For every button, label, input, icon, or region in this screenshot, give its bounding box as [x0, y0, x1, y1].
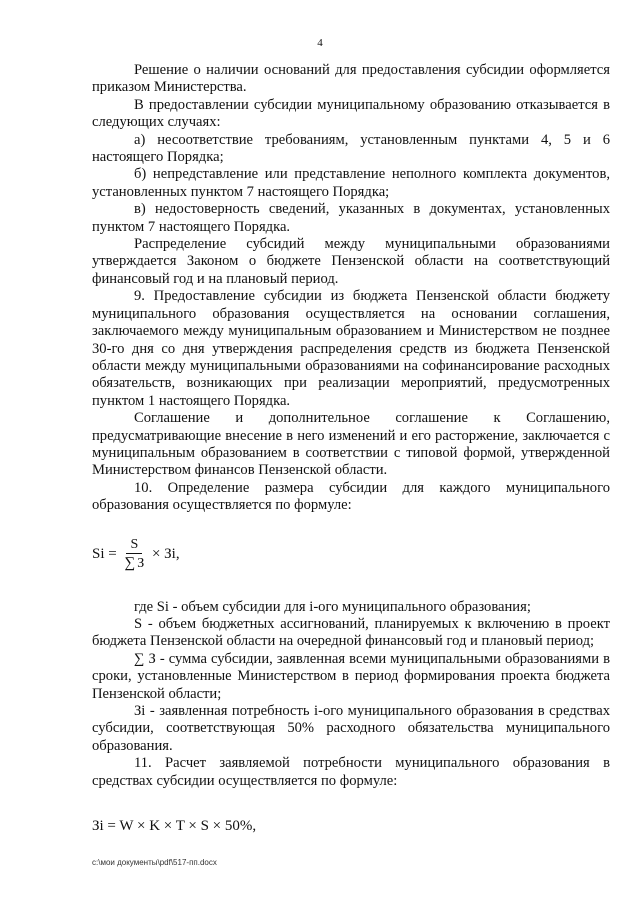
formula-demand	[92, 814, 610, 838]
paragraph-refusal-a: а) несоответствие требованиям, установленным пунктами 4, 5 и 6 настоящего Порядка;	[92, 131, 610, 166]
paragraph-def-sum: ∑ З - сумма субсидии, заявленная всеми муниципальными образованиями в сроки, установленные Министерством в период формирования проекта бюджета Пензенской области;	[92, 650, 610, 702]
formula-lhs: Si =	[92, 545, 121, 562]
paragraph-clause-11: 11. Расчет заявляемой потребности муниципального образования в средствах субсидии осуществляется по формуле:	[92, 755, 610, 789]
formula-demand-text: Зi = W × K × T × S × 50%,	[92, 818, 257, 835]
paragraph-where-si: где Si - объем субсидии для i-ого муниципального образования;	[134, 598, 531, 615]
paragraph-clause-10: 10. Определение размера субсидии для каждого муниципального образования осуществляется по формуле:	[92, 479, 610, 514]
formula-denominator-var: З	[137, 556, 145, 572]
paragraph-agreement: Соглашение и дополнительное соглашение к Соглашению, предусматривающие внесение в него изменений и его расторжение, заключается с муниципальным образованием в соответствии с типовой формой, утвержденной Министерством финансов Пензенской области.	[92, 410, 610, 479]
paragraph-clause-9: 9. Предоставление субсидии из бюджета Пензенской области бюджету муниципального образования осуществляется на основании соглашения, заключаемого между муниципальным образованием и Министерством не позднее 30-го дня со дня утверждения распределения средств из бюджета Пензенской области между муниципальными образованиями на софинансирование расходных обязательств, возникающих при реализации мероприятий, предусмотренных пунктом 1 настоящего Порядка.	[92, 288, 610, 409]
paragraph-def-zi: Зi - заявленная потребность i-ого муниципального образования в средствах субсидии, соответствующая 50% расходного обязательства муниципального образования.	[92, 703, 610, 754]
formula-numerator: S	[126, 538, 142, 554]
page-number: 4	[317, 37, 323, 49]
formula-subsidy-size	[92, 537, 610, 571]
document-body	[92, 62, 610, 838]
formula-fraction	[124, 538, 144, 571]
paragraph-def-s: S - объем бюджетных ассигнований, планируемых к включению в проект бюджета Пензенской области на очередной финансовый год и плановый период;	[92, 615, 610, 650]
file-path-footer: c:\мои документы\pdf\517-пп.docx	[92, 858, 217, 867]
paragraph-distribution: Распределение субсидий между муниципальными образованиями утверждается Законом о бюджете Пензенской области на соответствующий финансовый год и на плановый период.	[92, 236, 610, 287]
paragraph-refusal-c: в) недостоверность сведений, указанных в документах, установленных пунктом 7 настоящего Порядка.	[92, 201, 610, 235]
paragraph-decision: Решение о наличии оснований для предоставления субсидии оформляется приказом Министерства.	[92, 62, 610, 96]
formula-rhs: × Зi,	[148, 545, 180, 562]
paragraph-refusal-intro: В предоставлении субсидии муниципальному образованию отказывается в следующих случаях:	[92, 96, 610, 131]
paragraph-refusal-b: б) непредставление или представление неполного комплекта документов, установленных пунктом 7 настоящего Порядка;	[92, 166, 610, 200]
sigma-symbol: ∑	[124, 555, 136, 572]
formula-denominator	[124, 554, 144, 571]
